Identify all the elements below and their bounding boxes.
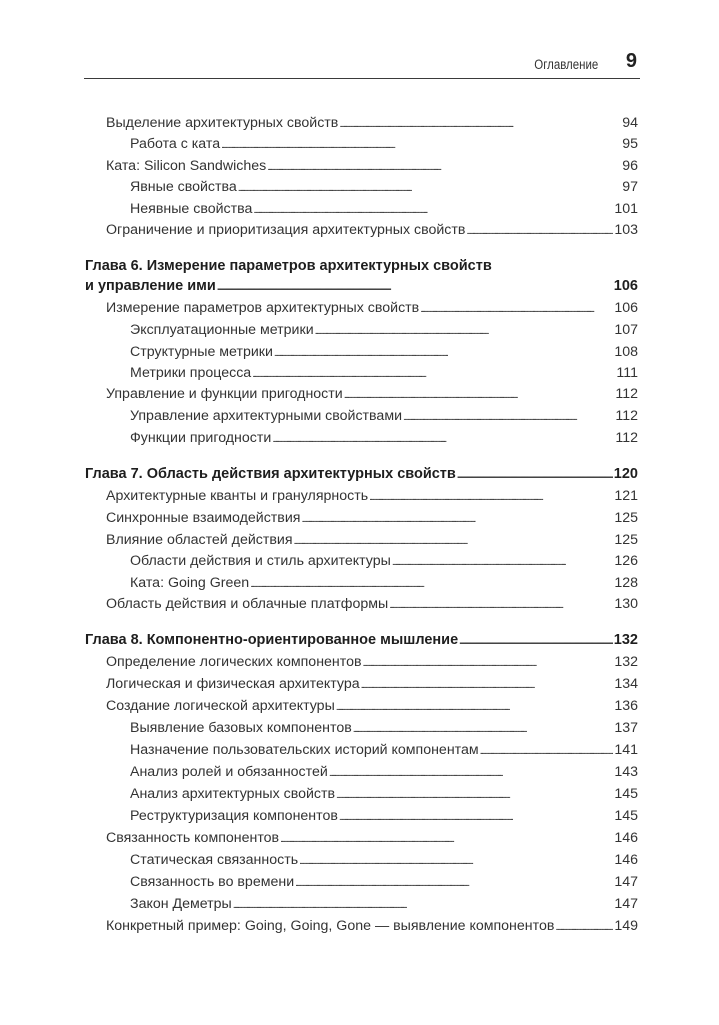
toc-entry-label: Конкретный пример: Going, Going, Gone — выявление компонентов (106, 918, 555, 934)
chapter-7-heading[interactable] (85, 464, 638, 484)
toc-entry-label: Метрики процесса (130, 365, 252, 381)
toc-entry-page: 107 (614, 322, 638, 338)
dot-leader (403, 406, 614, 428)
dot-leader (299, 850, 613, 872)
toc-entry-label: Связанность компонентов (106, 830, 280, 846)
dot-leader (361, 674, 614, 696)
toc-entry[interactable] (106, 916, 638, 936)
dot-leader (315, 320, 614, 342)
toc-entry-page: 121 (614, 488, 638, 504)
toc-entry[interactable] (130, 850, 638, 870)
dot-leader (420, 298, 613, 320)
dot-leader (280, 828, 613, 850)
dot-leader (329, 762, 614, 784)
toc-entry[interactable] (130, 784, 638, 804)
toc-entry-page: 147 (614, 874, 638, 890)
dot-leader (459, 630, 613, 652)
toc-entry[interactable] (130, 762, 638, 782)
toc-entry-page: 137 (614, 720, 638, 736)
toc-entry-page: 95 (622, 136, 638, 152)
toc-entry-page: 128 (614, 575, 638, 591)
toc-entry-label: Анализ ролей и обязанностей (130, 764, 328, 780)
dot-leader (295, 872, 613, 894)
toc-entry-page: 101 (614, 201, 638, 217)
dot-leader (339, 113, 621, 135)
dot-leader (339, 806, 613, 828)
toc-entry-page: 94 (622, 115, 638, 131)
toc-entry-page: 111 (616, 365, 638, 381)
toc-entry[interactable] (106, 696, 638, 716)
toc-entry-label: Измерение параметров архитектурных свойств (106, 300, 420, 316)
toc-entry[interactable] (130, 573, 638, 593)
toc-entry[interactable] (106, 220, 638, 240)
toc-entry-page: 112 (615, 408, 638, 424)
toc-entry-label: Связанность во времени (130, 874, 295, 890)
toc-entry[interactable] (130, 177, 638, 197)
toc-entry-page: 146 (614, 852, 638, 868)
toc-entry-label: Работа с ката (130, 136, 221, 152)
dot-leader (294, 530, 614, 552)
toc-entry-page: 145 (614, 786, 638, 802)
toc-entry-label: Область действия и облачные платформы (106, 596, 389, 612)
toc-entry-label: Функции пригодности (130, 430, 272, 446)
toc-entry-label: Области действия и стиль архитектуры (130, 553, 391, 569)
toc-entry[interactable] (106, 652, 638, 672)
toc-entry-page: 136 (614, 698, 638, 714)
dot-leader (250, 573, 613, 595)
toc-entry-label: Управление и функции пригодности (106, 386, 343, 402)
toc-entry[interactable] (130, 872, 638, 892)
toc-entry-page: 96 (622, 158, 638, 174)
toc-entry-label: Закон Деметры (130, 896, 232, 912)
dot-leader (344, 384, 615, 406)
toc-entry-page: 126 (614, 553, 638, 569)
toc-entry-label: Определение логических компонентов (106, 654, 362, 670)
toc-entry-label: Ката: Silicon Sandwiches (106, 158, 267, 174)
toc-entry[interactable] (130, 406, 638, 426)
toc-entry-label: Создание логической архитектуры (106, 698, 335, 714)
running-header (84, 48, 640, 79)
toc-entry-page: 149 (614, 918, 638, 934)
dot-leader (233, 894, 614, 916)
dot-leader (363, 652, 614, 674)
toc-entry[interactable] (106, 384, 638, 404)
chapter-title: Глава 7. Область действия архитектурных свойств (85, 466, 456, 482)
toc-entry-label: Выявление базовых компонентов (130, 720, 352, 736)
toc-entry[interactable] (130, 428, 638, 448)
toc-entry-page: 130 (614, 596, 638, 612)
dot-leader (252, 363, 615, 385)
toc-entry-label: Структурные метрики (130, 344, 273, 360)
chapter-6-title-line1[interactable]: Глава 6. Измерение параметров архитектурных свойств (85, 258, 492, 274)
toc-entry-label: Назначение пользовательских историй компонентам (130, 742, 479, 758)
dot-leader (369, 486, 613, 508)
toc-entry-page: 97 (622, 179, 638, 195)
toc-entry-page: 147 (614, 896, 638, 912)
toc-entry-label: Выделение архитектурных свойств (106, 115, 339, 131)
toc-entry[interactable] (106, 828, 638, 848)
toc-entry-label: Логическая и физическая архитектура (106, 676, 360, 692)
toc-entry-page: 125 (614, 532, 638, 548)
dot-leader (301, 508, 613, 530)
page-number: 9 (625, 50, 637, 72)
dot-leader (457, 464, 613, 486)
toc-entry-label: Реструктуризация компонентов (130, 808, 338, 824)
toc-entry-page: 132 (614, 654, 638, 670)
toc-entry-page: 103 (614, 222, 638, 238)
toc-entry-label: Явные свойства (130, 179, 237, 195)
toc-entry-page: 125 (614, 510, 638, 526)
toc-entry-page: 146 (614, 830, 638, 846)
toc-entry-page: 112 (615, 430, 638, 446)
dot-leader (238, 177, 621, 199)
chapter-page: 132 (613, 632, 638, 648)
dot-leader (221, 134, 621, 156)
toc-entry-label: Влияние областей действия (106, 532, 293, 548)
chapter-6-heading[interactable] (85, 276, 638, 296)
toc-entry[interactable] (130, 551, 638, 571)
toc-entry[interactable] (106, 156, 638, 176)
toc-entry[interactable] (130, 718, 638, 738)
toc-entry[interactable] (106, 508, 638, 528)
toc-entry[interactable] (106, 530, 638, 550)
chapter-title: и управление ими (85, 278, 216, 294)
toc-entry[interactable] (130, 342, 638, 362)
toc-entry[interactable] (106, 674, 638, 694)
toc-entry-label: Эксплуатационные метрики (130, 322, 314, 338)
chapter-page: 106 (613, 278, 638, 294)
toc-entry-page: 108 (614, 344, 638, 360)
dot-leader (253, 199, 613, 221)
dot-leader (267, 156, 621, 178)
toc-entry[interactable] (130, 740, 638, 760)
dot-leader (480, 740, 614, 762)
toc-entry[interactable] (130, 806, 638, 826)
toc-entry-label: Синхронные взаимодействия (106, 510, 301, 526)
toc-entry[interactable] (130, 134, 638, 154)
dot-leader (274, 342, 613, 364)
dot-leader (466, 220, 613, 242)
toc-entry-label: Анализ архитектурных свойств (130, 786, 336, 802)
dot-leader (353, 718, 614, 740)
toc-entry-label: Статическая связанность (130, 852, 299, 868)
toc-entry-label: Ката: Going Green (130, 575, 250, 591)
dot-leader (217, 276, 613, 298)
toc-entry-page: 145 (614, 808, 638, 824)
toc-entry-page: 141 (614, 742, 638, 758)
dot-leader (336, 696, 614, 718)
toc-entry[interactable] (130, 894, 638, 914)
toc-entry-label: Ограничение и приоритизация архитектурных свойств (106, 222, 466, 238)
dot-leader (392, 551, 613, 573)
dot-leader (336, 784, 613, 806)
toc-entry-page: 134 (614, 676, 638, 692)
toc-entry-page: 112 (615, 386, 638, 402)
toc-entry[interactable] (106, 594, 638, 614)
chapter-page: 120 (613, 466, 638, 482)
toc-entry[interactable] (130, 363, 638, 383)
toc-entry-label: Управление архитектурными свойствами (130, 408, 403, 424)
toc-entry[interactable] (106, 486, 638, 506)
toc-entry-label: Неявные свойства (130, 201, 253, 217)
dot-leader (272, 428, 614, 450)
toc-entry[interactable] (106, 113, 638, 133)
toc-entry[interactable] (130, 199, 638, 219)
toc-entry-page: 143 (614, 764, 638, 780)
running-header-title: Оглавление (534, 57, 598, 72)
chapter-title: Глава 8. Компонентно-ориентированное мышление (85, 632, 459, 648)
toc-entry[interactable] (130, 320, 638, 340)
dot-leader (555, 916, 613, 938)
toc-entry-page: 106 (614, 300, 638, 316)
toc-entry[interactable] (106, 298, 638, 318)
chapter-8-heading[interactable] (85, 630, 638, 650)
toc-entry-label: Архитектурные кванты и гранулярность (106, 488, 369, 504)
dot-leader (389, 594, 613, 616)
